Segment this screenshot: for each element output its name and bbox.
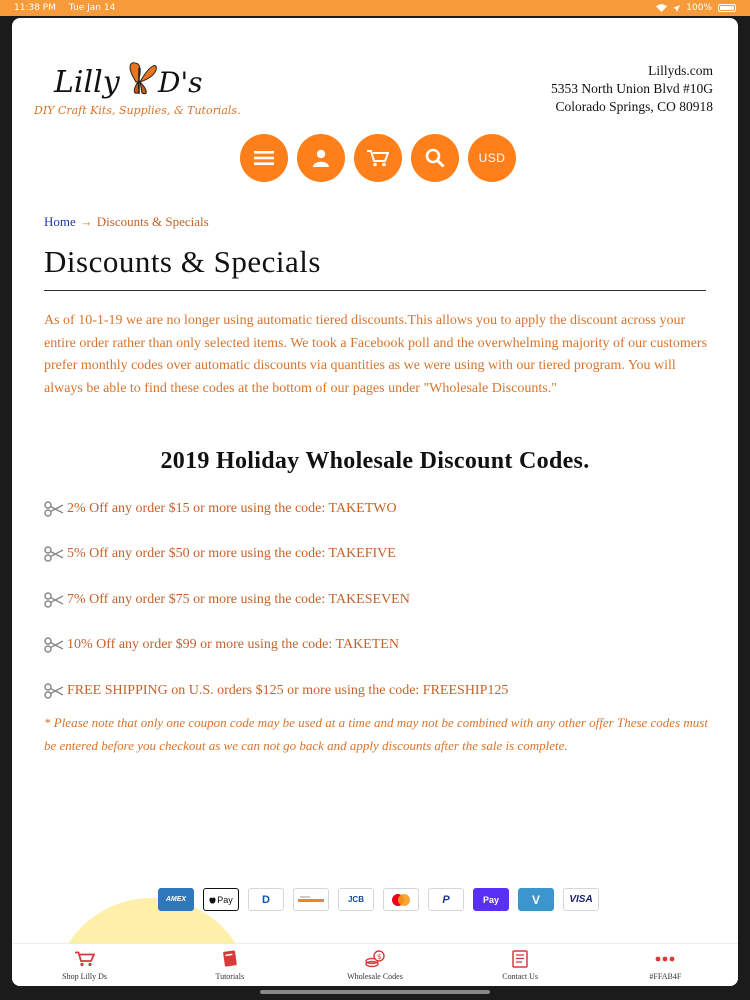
wifi-icon — [656, 4, 667, 12]
site-logo[interactable] — [34, 54, 241, 124]
nav-tutorials-label: Tutorials — [215, 972, 245, 981]
home-indicator[interactable] — [260, 990, 490, 994]
scissors-icon — [44, 637, 64, 653]
visa-label: VISA — [569, 894, 593, 905]
code-text: 2% Off any order $15 or more using the code: TAKETWO — [67, 500, 397, 516]
jcb-label: JCB — [347, 895, 364, 904]
coupon-note: * Please note that only one coupon code may be used at a time and may not be combined with any other offer These codes must be entered before you checkout as we can not go back and apply discounts after the sale is complete. — [44, 715, 708, 753]
address-site: Lillyds.com — [648, 63, 713, 78]
cart-icon — [367, 149, 389, 167]
nav-tutorials[interactable] — [170, 949, 290, 981]
search-icon — [425, 148, 445, 168]
address-street: 5353 North Union Blvd #10G — [551, 81, 713, 96]
nav-shop[interactable] — [25, 949, 145, 981]
status-date: Tue Jan 14 — [68, 3, 116, 13]
page — [12, 18, 738, 986]
svg-text:D's: D's — [158, 66, 203, 99]
paypal-icon — [428, 888, 464, 911]
cart-button[interactable] — [354, 134, 402, 182]
intro-paragraph: As of 10-1-19 we are no longer using automatic tiered discounts.This allows you to apply the discount across your entire order rather than only selected items. We took a Facebook poll and the overwhelming majority of our customers prefer monthly codes over automatic discounts via quantities as we were using with our tiered program. You will always be able to find these codes at the bottom of our pages under "Wholesale Discounts." — [44, 313, 708, 396]
currency-label: USD — [478, 151, 506, 165]
diners-label: D — [262, 893, 270, 906]
nav-contact-label: Contact Us — [502, 972, 539, 981]
account-button[interactable] — [297, 134, 345, 182]
discount-code-list — [44, 486, 704, 714]
nav-shop-label: Shop Lilly Ds — [62, 972, 108, 981]
status-bar — [0, 0, 750, 16]
battery-percent: 100% — [686, 3, 712, 13]
apple-logo-icon — [209, 896, 216, 904]
search-button[interactable] — [411, 134, 459, 182]
shop-pay-label: Pay — [482, 894, 499, 905]
svg-text:$: $ — [376, 953, 382, 961]
list-item — [44, 668, 704, 714]
cart-icon — [75, 951, 95, 967]
battery-icon — [718, 4, 736, 12]
amex-icon — [158, 888, 194, 911]
breadcrumb — [44, 214, 209, 230]
section-heading: 2019 Holiday Wholesale Discount Codes. — [160, 448, 590, 474]
amex-label: AMEX — [165, 896, 187, 903]
breadcrumb-current: Discounts & Specials — [96, 214, 209, 229]
list-item — [44, 623, 704, 669]
breadcrumb-home-link[interactable]: Home — [44, 214, 76, 229]
diners-club-icon — [248, 888, 284, 911]
nav-more-label: #FFAB4F — [649, 972, 682, 981]
account-icon — [312, 149, 330, 167]
currency-button[interactable] — [468, 134, 516, 182]
location-icon — [673, 5, 680, 12]
menu-icon — [254, 150, 274, 166]
scissors-icon — [44, 592, 64, 608]
status-time: 11:38 PM — [14, 3, 56, 13]
logo-butterfly-icon — [46, 54, 206, 104]
paypal-label: P — [442, 893, 450, 906]
nav-more[interactable] — [605, 949, 725, 981]
apple-pay-icon — [203, 888, 239, 911]
discover-stripe-icon — [298, 895, 324, 905]
document-icon — [511, 950, 529, 968]
nav-contact[interactable] — [460, 949, 580, 981]
discover-icon — [293, 888, 329, 911]
mastercard-icon — [383, 888, 419, 911]
page-title: Discounts & Specials — [44, 244, 321, 279]
code-text: 5% Off any order $50 or more using the code: TAKEFIVE — [67, 546, 396, 562]
visa-icon — [563, 888, 599, 911]
code-text: 7% Off any order $75 or more using the code: TAKESEVEN — [67, 591, 410, 607]
list-item — [44, 577, 704, 623]
scissors-icon — [44, 501, 64, 517]
menu-button[interactable] — [240, 134, 288, 182]
mastercard-circles-icon — [389, 893, 413, 907]
code-text: FREE SHIPPING on U.S. orders $125 or more using the code: FREESHIP125 — [67, 682, 509, 698]
payment-methods — [158, 888, 599, 911]
book-icon — [222, 950, 238, 968]
code-text: 10% Off any order $99 or more using the code: TAKETEN — [67, 637, 399, 653]
venmo-icon — [518, 888, 554, 911]
nav-wholesale-codes[interactable] — [315, 949, 435, 981]
logo-tagline: DIY Craft Kits, Supplies, & Tutorials. — [34, 104, 241, 117]
shop-pay-icon — [473, 888, 509, 911]
list-item — [44, 486, 704, 532]
list-item — [44, 532, 704, 578]
address-city: Colorado Springs, CO 80918 — [555, 99, 713, 114]
title-divider — [44, 290, 706, 291]
jcb-icon — [338, 888, 374, 911]
scissors-icon — [44, 546, 64, 562]
svg-text:Lilly: Lilly — [54, 65, 120, 100]
header-icon-row — [240, 134, 516, 182]
nav-wholesale-label: Wholesale Codes — [347, 972, 403, 981]
store-address — [551, 62, 713, 116]
apple-pay-label: Pay — [217, 894, 233, 905]
coins-icon — [365, 950, 385, 968]
breadcrumb-separator: → — [79, 214, 93, 229]
venmo-label: V — [531, 892, 540, 907]
more-icon — [655, 956, 675, 962]
bottom-nav — [12, 943, 738, 986]
scissors-icon — [44, 683, 64, 699]
